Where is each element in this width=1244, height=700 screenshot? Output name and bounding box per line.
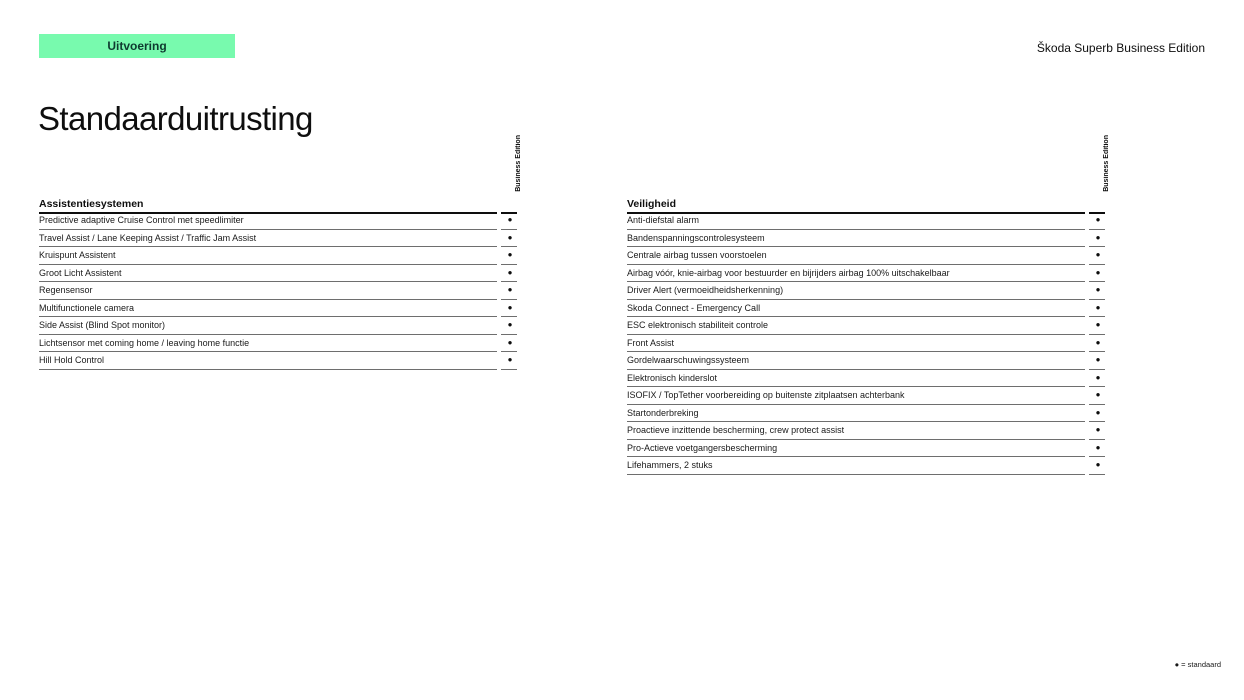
row-label: Predictive adaptive Cruise Control met speedlimiter — [39, 215, 244, 225]
standard-mark: ● — [1095, 285, 1101, 294]
standard-mark: ● — [1095, 355, 1101, 364]
table-row — [627, 370, 1105, 388]
row-label: Multifunctionele camera — [39, 302, 135, 313]
standard-mark: ● — [1095, 302, 1101, 312]
standard-mark: ● — [1095, 215, 1101, 224]
standard-mark: ● — [1095, 372, 1101, 382]
standard-mark: ● — [507, 337, 513, 347]
table-row — [627, 457, 1105, 475]
standard-mark: ● — [507, 232, 513, 242]
row-label: Groot Licht Assistent — [39, 267, 122, 278]
section-tag-label: Uitvoering — [107, 39, 167, 53]
row-label: Startonderbreking — [627, 407, 699, 418]
row-label: Skoda Connect - Emergency Call — [627, 302, 761, 313]
row-rule — [39, 369, 497, 370]
standard-mark: ● — [507, 355, 513, 364]
row-label: ISOFIX / TopTether voorbereiding op buitenste zitplaatsen achterbank — [627, 390, 905, 400]
row-label: Regensensor — [39, 285, 93, 295]
row-label: Lifehammers, 2 stuks — [627, 460, 713, 470]
row-rule — [627, 474, 1085, 475]
table-row — [39, 247, 517, 265]
table-row — [627, 212, 1105, 230]
standard-mark: ● — [507, 215, 513, 224]
standard-mark: ● — [507, 302, 513, 312]
table-row — [627, 300, 1105, 318]
table-row — [39, 317, 517, 335]
standard-mark: ● — [1095, 442, 1101, 452]
table-row — [39, 212, 517, 230]
row-label: Kruispunt Assistent — [39, 250, 116, 260]
row-label: Hill Hold Control — [39, 355, 105, 365]
row-label: Driver Alert (vermoeidheidsherkenning) — [627, 285, 784, 295]
standard-mark: ● — [1095, 320, 1101, 329]
row-label: Anti-diefstal alarm — [627, 215, 700, 225]
row-label: Centrale airbag tussen voorstoelen — [627, 250, 767, 260]
row-label: Airbag vóór, knie-airbag voor bestuurder en bijrijders airbag 100% uitschakelbaar — [627, 267, 950, 278]
row-label: Gordelwaarschuwingssysteem — [627, 355, 750, 365]
standard-mark: ● — [1095, 425, 1101, 434]
standard-mark: ● — [1095, 337, 1101, 347]
column-header-label: Business Edition — [1102, 135, 1110, 192]
row-rule — [501, 369, 517, 370]
row-label: Travel Assist / Lane Keeping Assist / Traffic Jam Assist — [39, 232, 257, 243]
equipment-table — [39, 212, 517, 370]
table-row — [627, 282, 1105, 300]
standard-mark: ● — [507, 320, 513, 329]
standard-mark: ● — [507, 285, 513, 294]
standard-mark: ● — [1095, 460, 1101, 469]
column-header — [1097, 130, 1115, 192]
table-row — [39, 335, 517, 353]
column-header-label: Business Edition — [514, 135, 522, 192]
standard-mark: ● — [1095, 407, 1101, 417]
table-row — [627, 387, 1105, 405]
table-row — [627, 440, 1105, 458]
row-label: Lichtsensor met coming home / leaving home functie — [39, 337, 250, 348]
standard-mark: ● — [507, 267, 513, 277]
standard-mark: ● — [1095, 250, 1101, 259]
section-title: Veiligheid — [627, 198, 677, 210]
table-row — [627, 405, 1105, 423]
row-label: ESC elektronisch stabiliteit controle — [627, 320, 769, 330]
table-row — [627, 265, 1105, 283]
equipment-table — [627, 212, 1105, 475]
standard-mark: ● — [1095, 267, 1101, 277]
row-label: Front Assist — [627, 337, 675, 348]
table-row — [627, 335, 1105, 353]
section-title: Assistentiesystemen — [39, 198, 144, 210]
row-label: Proactieve inzittende bescherming, crew protect assist — [627, 425, 845, 435]
table-row — [39, 230, 517, 248]
row-label: Elektronisch kinderslot — [627, 372, 718, 383]
table-row — [627, 352, 1105, 370]
table-row — [39, 282, 517, 300]
column-header — [509, 130, 527, 192]
row-label: Pro-Actieve voetgangersbescherming — [627, 442, 778, 453]
table-row — [627, 317, 1105, 335]
table-row — [627, 230, 1105, 248]
row-label: Bandenspanningscontrolesysteem — [627, 232, 765, 243]
section-tag — [39, 34, 235, 58]
document-title: Škoda Superb Business Edition — [1036, 41, 1205, 55]
table-row — [627, 422, 1105, 440]
standard-mark: ● — [1095, 390, 1101, 399]
table-row — [39, 300, 517, 318]
row-rule — [1089, 474, 1105, 475]
table-row — [39, 352, 517, 370]
standard-mark: ● — [507, 250, 513, 259]
legend: ● = standaard — [1174, 660, 1221, 669]
standard-mark: ● — [1095, 232, 1101, 242]
row-label: Side Assist (Blind Spot monitor) — [39, 320, 166, 330]
page-title: Standaarduitrusting — [38, 100, 313, 138]
table-row — [39, 265, 517, 283]
table-row — [627, 247, 1105, 265]
